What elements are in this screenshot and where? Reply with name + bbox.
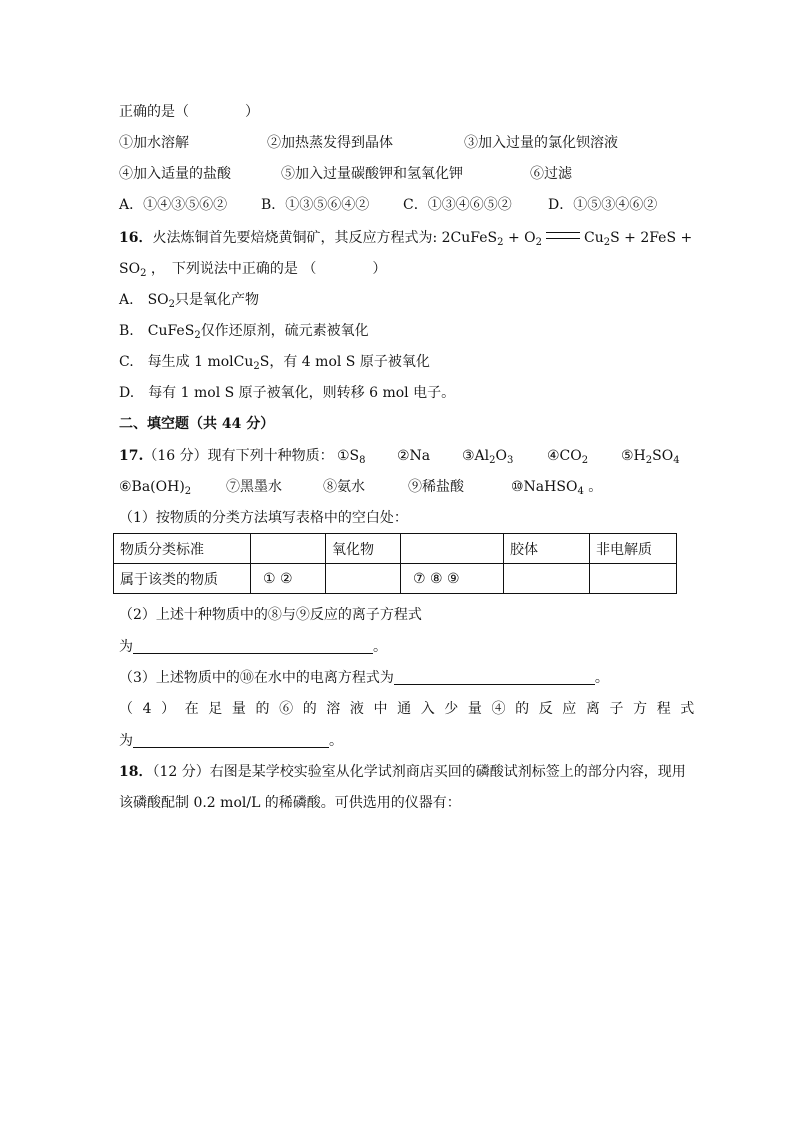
equals-arrow	[546, 232, 580, 239]
q17-part-4-answer: 为 。	[119, 733, 343, 749]
q18-stem-line-2: 该磷酸配制 0.2 mol/L 的稀磷酸。可供选用的仪器有：	[119, 795, 461, 811]
q17-part-1: （1）按物质的分类方法填写表格中的空白处：	[119, 510, 408, 526]
q15-step-5: ⑤加入过量碳酸钾和氢氧化钾	[281, 166, 463, 182]
q17-part-2: （2）上述十种物质中的⑧与⑨反应的离子方程式	[119, 607, 422, 623]
q16-option-d: D. 每有 1 mol S 原子被氧化，则转移 6 mol 电子。	[119, 385, 456, 401]
q18-stem: 18．（12 分）右图是某学校实验室从化学试剂商店买回的磷酸试剂标签上的部分内容，现用	[119, 764, 686, 780]
table-cell: 物质分类标准	[114, 534, 251, 564]
table-row	[114, 534, 677, 564]
table-cell	[401, 534, 504, 564]
table-cell	[251, 534, 326, 564]
answer-blank[interactable]	[394, 670, 595, 685]
classification-table	[113, 533, 677, 594]
q15-option-b: B．①③⑤⑥④②	[261, 197, 370, 213]
q16-option-b: B. CuFeS$_2$仅作还原剂，硫元素被氧化	[119, 323, 369, 341]
q17-item-2: ②Na	[397, 448, 431, 464]
q17-item-4: $④CO_2$	[547, 448, 589, 466]
q17-item-7: ⑦黑墨水	[226, 479, 282, 495]
q17-item-9: ⑨稀盐酸	[408, 479, 464, 495]
q15-stem-tail: 正确的是（ ）	[119, 104, 259, 120]
q17-item-3: $③Al_2O_3$	[462, 448, 514, 466]
q16-option-c: C. 每生成 1 molCu$_2$S，有 4 mol S 原子被氧化	[119, 354, 430, 372]
table-cell	[326, 564, 401, 594]
q17-item-1: $①S_8$	[337, 448, 366, 466]
table-cell: 属于该类的物质	[114, 564, 251, 594]
q17-part-2-answer: 为 。	[119, 639, 387, 655]
table-cell	[590, 564, 677, 594]
q17-item-8: ⑧氨水	[323, 479, 365, 495]
table-cell: 氧化物	[326, 534, 401, 564]
q15-step-1: ①加水溶解	[119, 135, 189, 151]
q16-stem-line-2: $SO_2$ ， 下列说法中正确的是 （ ）	[119, 261, 387, 279]
q15-step-4: ④加入适量的盐酸	[119, 166, 231, 182]
q15-step-3: ③加入过量的氯化钡溶液	[464, 135, 618, 151]
q17-item-10: ⑩NaHSO$_4$ 。	[511, 479, 603, 497]
q15-step-2: ②加热蒸发得到晶体	[267, 135, 393, 151]
q17-part-4: （4）在足量的⑥的溶液中通入少量④的反应离子方程式	[119, 701, 704, 717]
q15-option-d: D．①⑤③④⑥②	[548, 197, 658, 213]
section-title: 二、填空题（共 44 分）	[119, 416, 275, 432]
q16-option-a: A. $SO_2$只是氧化产物	[119, 292, 260, 310]
q15-option-c: C．①③④⑥⑤②	[403, 197, 512, 213]
table-cell: ⑦ ⑧ ⑨	[401, 564, 504, 594]
q15-option-a: A．①④③⑤⑥②	[119, 197, 228, 213]
table-cell: ① ②	[251, 564, 326, 594]
q15-step-6: ⑥过滤	[530, 166, 572, 182]
q16-stem: 16．火法炼铜首先要焙烧黄铜矿，其反应方程式为: 2CuFeS$_2$ + $O_2$ $Cu_2S + 2FeS$ +	[119, 230, 693, 248]
q17-item-5: $⑤H_2SO_4$	[621, 448, 680, 466]
answer-blank[interactable]	[133, 733, 329, 748]
q17-number: 17.	[119, 448, 144, 464]
table-cell	[504, 564, 590, 594]
q17-part-3: （3）上述物质中的⑩在水中的电离方程式为 。	[119, 670, 609, 686]
q16-number: 16．	[119, 230, 153, 246]
table-row	[114, 564, 677, 594]
q17-item-6: $⑥Ba(OH)_2$	[119, 479, 192, 497]
q18-number: 18．	[119, 764, 153, 780]
table-cell: 胶体	[504, 534, 590, 564]
answer-blank[interactable]	[133, 639, 373, 654]
table-cell: 非电解质	[590, 534, 677, 564]
